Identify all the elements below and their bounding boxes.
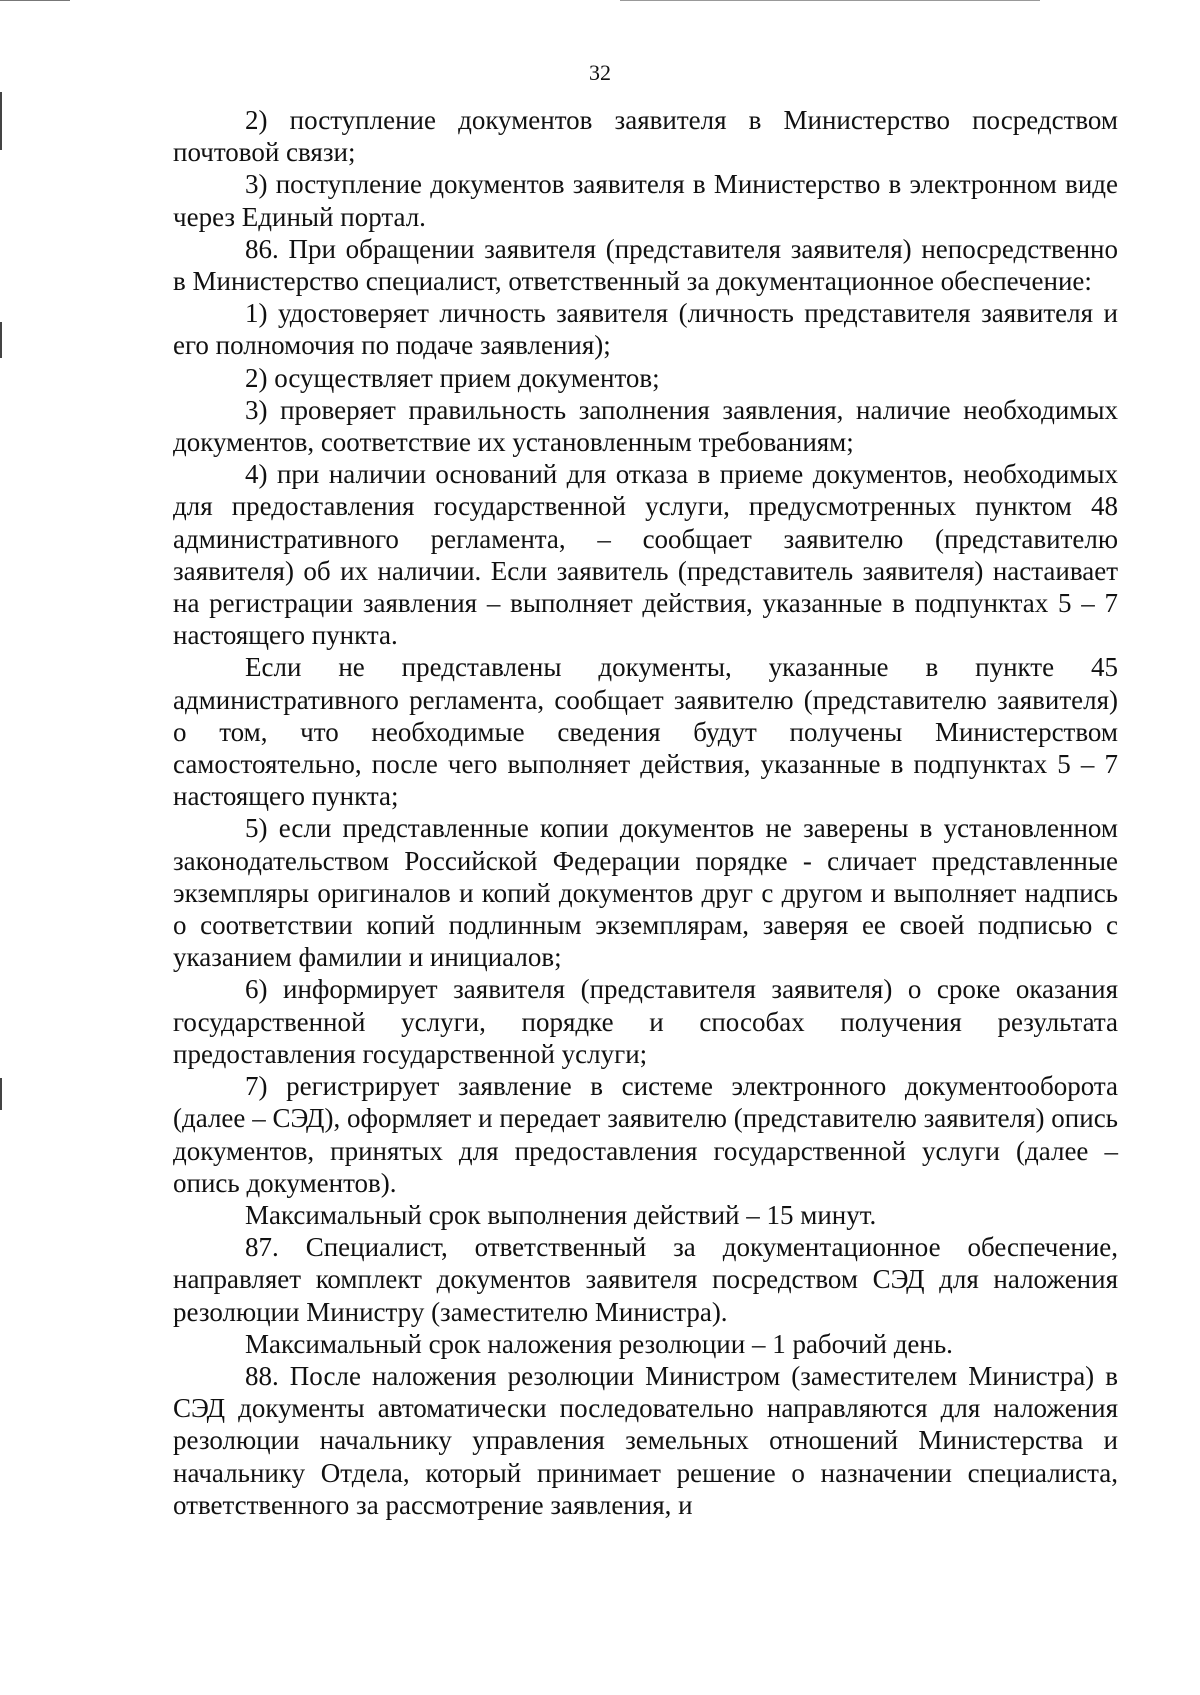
paragraph: 2) поступление документов заявителя в Министерство посредством почтовой связи; — [173, 105, 1118, 168]
paragraph: 1) удостоверяет личность заявителя (личность представителя заявителя и его полномочия по подаче заявления); — [173, 298, 1118, 361]
paragraph: 5) если представленные копии документов не заверены в установленном законодательством Российской Федерации порядке - сличает представленные экземпляры оригиналов и копий документов друг с другом и выполняет надпись о соответствии копий подлинным экземплярам, заверяя ее своей подписью с указанием фамилии и инициалов; — [173, 813, 1118, 973]
scan-edge-mark — [0, 0, 70, 1]
document-body — [173, 104, 1118, 1521]
scan-edge-mark — [0, 322, 2, 358]
scan-edge-mark — [0, 92, 2, 150]
paragraph: 4) при наличии оснований для отказа в приеме документов, необходимых для предоставления государственной услуги, предусмотренных пунктом 48 административного регламента, – сообщает заявителю (представителю заявителя) об их наличии. Если заявитель (представитель заявителя) настаивает на регистрации заявления – выполняет действия, указанные в подпунктах 5 – 7 настоящего пункта. — [173, 459, 1118, 651]
paragraph: 3) поступление документов заявителя в Министерство в электронном виде через Единый портал. — [173, 169, 1118, 232]
paragraph: 2) осуществляет прием документов; — [245, 362, 660, 393]
paragraph: 87. Специалист, ответственный за документационное обеспечение, направляет комплект документов заявителя посредством СЭД для наложения резолюции Министру (заместителю Министра). — [173, 1232, 1118, 1327]
paragraph: 3) проверяет правильность заполнения заявления, наличие необходимых документов, соответствие их установленным требованиям; — [173, 394, 1118, 458]
paragraph: 86. При обращении заявителя (представителя заявителя) непосредственно в Министерство специалист, ответственный за документационное обеспечение: — [173, 233, 1118, 297]
paragraph: Если не представлены документы, указанные в пункте 45 административного регламента, сообщает заявителю (представителю заявителя) о том, что необходимые сведения будут получены Министерством самостоятельно, после чего выполняет действия, указанные в подпунктах 5 – 7 настоящего пункта; — [173, 652, 1118, 812]
paragraph: 88. После наложения резолюции Министром (заместителем Министра) в СЭД документы автоматически последовательно направляются для наложения резолюции начальнику управления земельных отношений Министерства и начальнику Отдела, который принимает решение о назначении специалиста, ответственного за рассмотрение заявления, и — [173, 1360, 1118, 1520]
paragraph: 7) регистрирует заявление в системе электронного документооборота (далее – СЭД), оформляет и передает заявителю (представителю заявителя) опись документов, принятых для предоставления государственной услуги (далее – опись документов). — [173, 1071, 1118, 1198]
paragraph: 6) информирует заявителя (представителя заявителя) о сроке оказания государственной услуги, порядке и способах получения результата предоставления государственной услуги; — [173, 974, 1118, 1069]
page-number: 32 — [589, 60, 611, 85]
scan-edge-mark — [0, 1078, 2, 1110]
paragraph: Максимальный срок выполнения действий – 15 минут. — [245, 1199, 877, 1230]
paragraph: Максимальный срок наложения резолюции – 1 рабочий день. — [245, 1328, 953, 1359]
scan-edge-mark — [620, 0, 1040, 1]
